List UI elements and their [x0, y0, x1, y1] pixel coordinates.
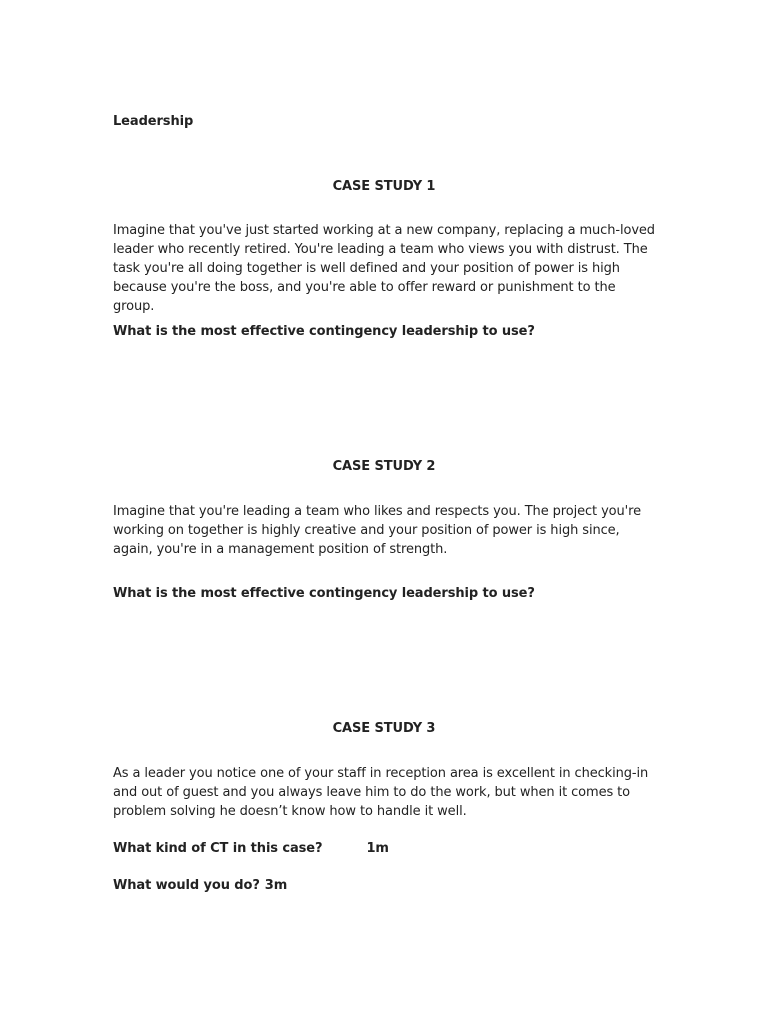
question-2-text: What would you do? [113, 878, 260, 893]
case-study-1-question: What is the most effective contingency leadership to use? [113, 324, 535, 339]
case-study-3-question-1 [113, 839, 658, 858]
question-1-text: What kind of CT in this case? [113, 841, 323, 856]
case-study-3-body: As a leader you notice one of your staff in reception area is excellent in checking-in and out of guest and you always leave him to do the work, but when it comes to problem solving he doesn’t know how to handle it well. [113, 766, 649, 819]
case-study-3-question-2 [113, 876, 658, 895]
case-study-1-body: Imagine that you've just started working at a new company, replacing a much-loved leader who recently retired. You're leading a team who views you with distrust. The task you're all doing together is well defined and your position of power is high because you're the boss, and you're able to offer reward or punishment to the group. [113, 223, 655, 314]
document-title: Leadership [113, 114, 194, 129]
question-1-marks: 1m [366, 841, 389, 856]
case-study-2-question: What is the most effective contingency leadership to use? [113, 586, 535, 601]
question-2-marks: 3m [264, 878, 288, 893]
case-study-1-heading: CASE STUDY 1 [332, 179, 436, 194]
case-study-3-heading: CASE STUDY 3 [332, 721, 436, 736]
case-study-2-heading: CASE STUDY 2 [332, 459, 436, 474]
case-study-2-body: Imagine that you're leading a team who likes and respects you. The project you're working on together is highly creative and your position of power is high since, again, you're in a management position of strength. [113, 504, 641, 557]
